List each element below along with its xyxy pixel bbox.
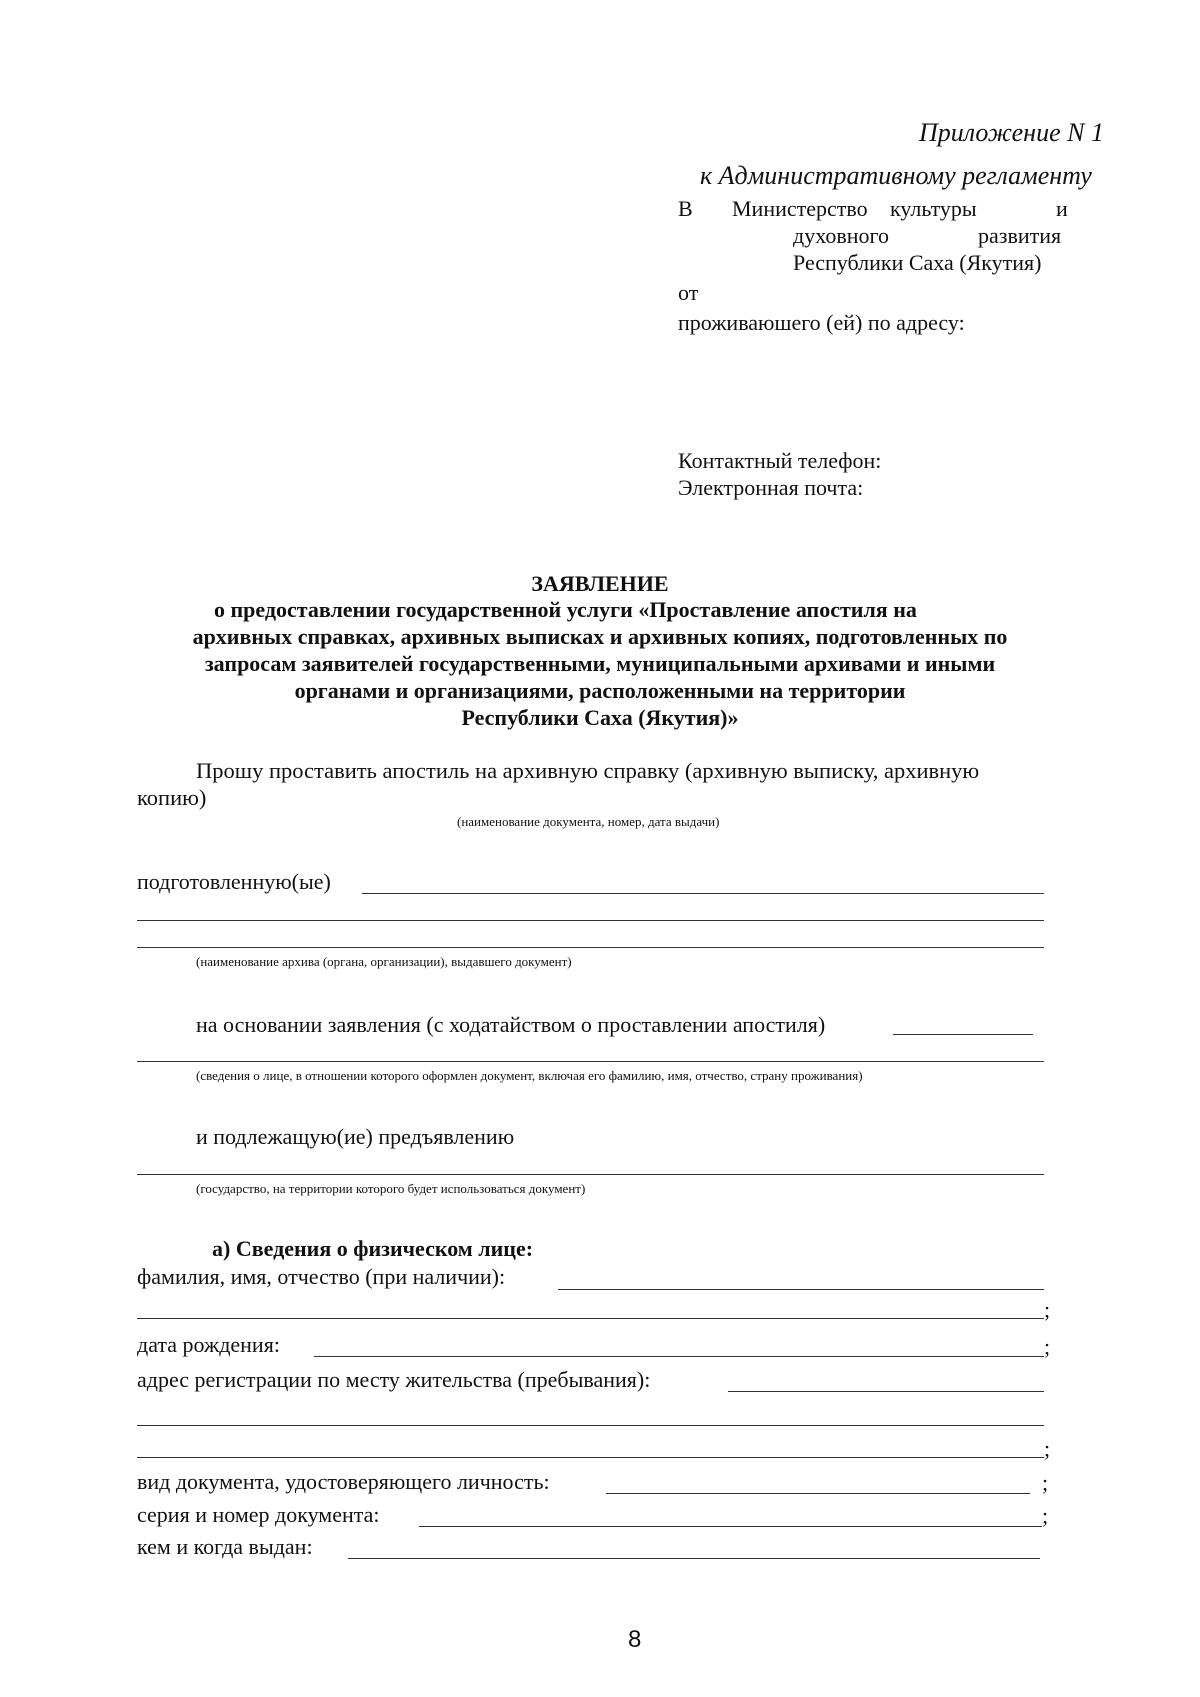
addressee-word-culture: культуры — [890, 196, 977, 221]
document-heading: ЗАЯВЛЕНИЕ — [531, 571, 669, 596]
addressee-word-spiritual: духовного — [793, 223, 889, 248]
addressee-word-ministry: Министерство — [732, 196, 868, 221]
prepared-field-line-2[interactable] — [137, 920, 1044, 921]
title-line-3: запросам заявителей государственными, муниципальными архивами и иными — [204, 651, 996, 676]
title-line-4: органами и организациями, расположенными на территории — [294, 678, 906, 703]
address-field-line-3[interactable] — [137, 1457, 1044, 1458]
address-semicolon: ; — [1044, 1436, 1051, 1461]
address-field-line-1[interactable] — [728, 1391, 1044, 1392]
caption-person: (сведения о лице, в отношении которого оформлен документ, включая его фамилию, имя, отчество, страну проживания) — [196, 1068, 863, 1083]
page-number: 8 — [628, 1626, 642, 1653]
fio-field-line-1[interactable] — [558, 1289, 1044, 1290]
fio-semicolon: ; — [1044, 1297, 1051, 1322]
series-label: серия и номер документа: — [137, 1502, 380, 1527]
title-line-1: о предоставлении государственной услуги «Проставление апостиля на — [214, 597, 917, 622]
from-label: от — [678, 280, 699, 305]
prepared-field-line-3[interactable] — [137, 947, 1044, 948]
series-field-line[interactable] — [419, 1526, 1042, 1527]
presentation-field-line[interactable] — [137, 1174, 1044, 1175]
appendix-label: Приложение N 1 — [919, 118, 1104, 147]
section-a-heading: а) Сведения о физическом лице: — [212, 1236, 534, 1261]
regulation-label: к Административному регламенту — [700, 161, 1092, 190]
doc-type-semicolon: ; — [1042, 1470, 1049, 1495]
basis-label: на основании заявления (с ходатайством о проставлении апостиля) — [196, 1012, 826, 1037]
birth-label: дата рождения: — [137, 1332, 280, 1357]
email-label: Электронная почта: — [678, 475, 864, 500]
basis-field-line-2[interactable] — [137, 1061, 1044, 1062]
doc-type-label: вид документа, удостоверяющего личность: — [137, 1469, 550, 1494]
fio-label: фамилия, имя, отчество (при наличии): — [137, 1264, 506, 1289]
address-field-line-2[interactable] — [137, 1425, 1044, 1426]
request-line-1: Прошу проставить апостиль на архивную справку (архивную выписку, архивную — [196, 758, 980, 783]
series-semicolon: ; — [1042, 1503, 1049, 1528]
residing-label: проживаюшего (ей) по адресу: — [678, 310, 965, 335]
issued-field-line[interactable] — [348, 1558, 1040, 1559]
doc-type-field-line[interactable] — [606, 1493, 1030, 1494]
basis-field-line-1[interactable] — [893, 1034, 1033, 1035]
birth-semicolon: ; — [1044, 1334, 1051, 1359]
caption-state: (государство, на территории которого будет использоваться документ) — [196, 1181, 586, 1196]
prepared-field-line-1[interactable] — [362, 893, 1044, 894]
phone-label: Контактный телефон: — [678, 448, 882, 473]
address-label: адрес регистрации по месту жительства (пребывания): — [137, 1367, 651, 1392]
issued-label: кем и когда выдан: — [137, 1534, 313, 1559]
presentation-label: и подлежащую(ие) предъявлению — [196, 1124, 515, 1149]
title-line-2: архивных справках, архивных выписках и архивных копиях, подготовленных по — [192, 624, 1008, 649]
addressee-word-development: развития — [978, 223, 1062, 248]
request-line-2: копию) — [137, 785, 207, 810]
addressee-republic: Республики Саха (Якутия) — [793, 250, 1042, 275]
fio-field-line-2[interactable] — [137, 1318, 1044, 1319]
addressee-prefix: В — [678, 196, 693, 221]
caption-document: (наименование документа, номер, дата выдачи) — [457, 814, 720, 829]
prepared-label: подготовленную(ые) — [137, 869, 331, 894]
addressee-word-and: и — [1056, 196, 1068, 221]
caption-archive: (наименование архива (органа, организации), выдавшего документ) — [196, 954, 572, 969]
birth-field-line[interactable] — [314, 1356, 1044, 1357]
title-line-5: Республики Саха (Якутия)» — [461, 705, 739, 730]
